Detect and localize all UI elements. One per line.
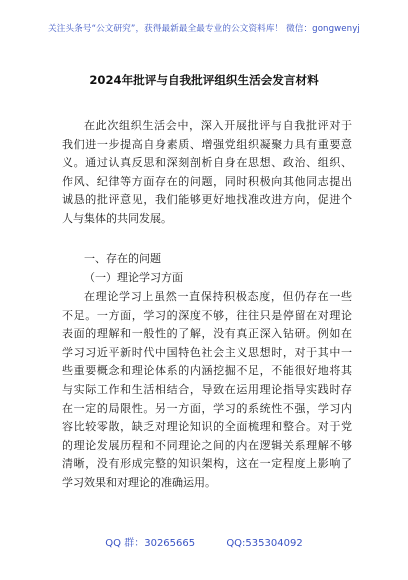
intro-line: 诚恳的批评意见，我们能够更好地找准改进方向，促进个 [62,193,352,207]
paragraph-line: 的理论发展历程和不同理论之间的内在逻辑关系理解不够 [62,438,352,452]
paragraph-line: 学习习近平新时代中国特色社会主义思想时，对于其中一 [62,345,352,359]
paragraph-line: 在一定的局限性。另一方面，学习的系统性不强，学习内 [62,401,352,415]
footer-qq-number[interactable]: QQ:535304092 [226,538,303,549]
paragraph-line: 些重要概念和理论体系的内涵挖掘不足，不能很好地将其 [62,364,352,378]
paragraph-line: 表面的理解和一般性的了解，没有真正深入钻研。例如在 [62,327,352,341]
header-banner-text[interactable]: 关注头条号“公文研究”，获得最新最全最专业的公文资料库！ 微信：gongwenyj [48,24,360,34]
subsection-heading-theory-study: （一）理论学习方面 [84,271,183,284]
intro-line: 我们进一步提高自身素质、增强党组织凝聚力具有重要意 [62,137,352,151]
intro-line: 义。通过认真反思和深刻剖析自身在思想、政治、组织、 [62,156,352,170]
theory-study-paragraph [62,288,352,493]
paragraph-line: 与实际工作和生活相结合，导致在运用理论指导实践时存 [62,382,352,396]
document-title: 2024年批评与自我批评组织生活会发言材料 [89,73,319,87]
intro-line: 在此次组织生活会中，深入开展批评与自我批评对于 [84,119,352,132]
paragraph-line: 容比较零散，缺乏对理论知识的全面梳理和整合。对于党 [62,420,352,434]
footer-contact [0,534,408,549]
paragraph-line: 在理论学习上虽然一直保持积极态度，但仍存在一些 [84,290,352,303]
intro-line: 作风、纪律等方面存在的问题，同时积极向其他同志提出 [62,174,352,188]
paragraph-line: 清晰，没有形成完整的知识架构，这在一定程度上影响了 [62,457,352,471]
intro-paragraph [62,117,352,229]
paragraph-line: 不足。一方面，学习的深度不够，往往只是停留在对理论 [62,308,352,322]
section-heading-problems: 一、存在的问题 [84,252,161,265]
footer-qq-group[interactable]: QQ 群：30265665 [105,538,196,549]
header-banner[interactable] [0,22,408,34]
paragraph-line: 学习效果和对理论的准确运用。 [62,475,216,489]
intro-line: 人与集体的共同发展。 [62,211,172,225]
